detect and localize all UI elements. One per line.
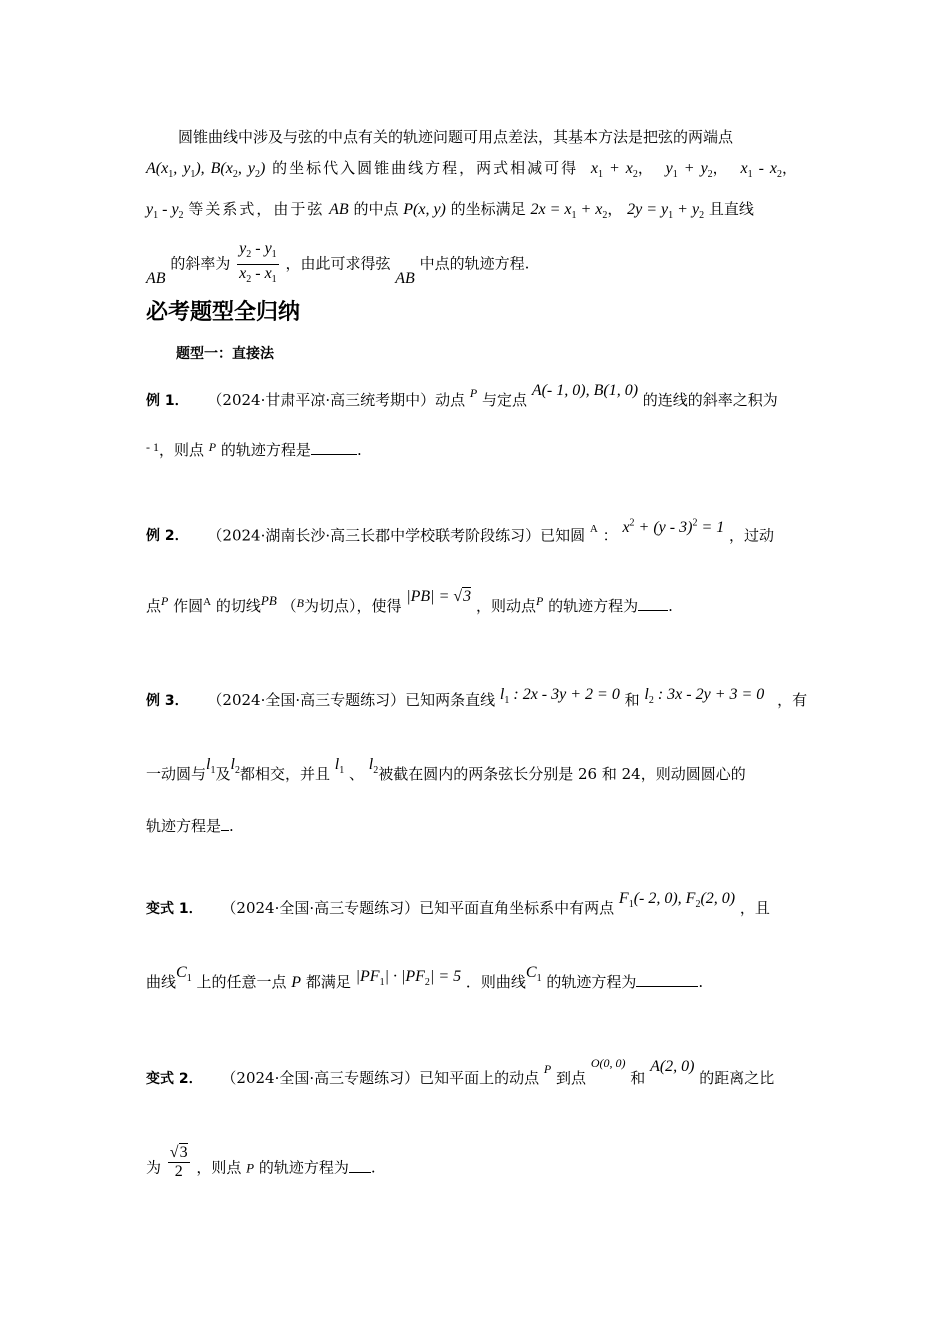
example-1-answer-blank[interactable] <box>311 440 357 455</box>
subsection-heading: 题型一：直接法 <box>176 346 274 362</box>
section-heading: 必考题型全归纳 <box>146 300 301 325</box>
slope-fraction: $\frac{y_2 - y_1}{x_2 - x_1}$ <box>239 240 277 286</box>
example-2-line-2: 点$^P$ 作圆$^A$ 的切线PB （$^B$为切点），使得 |PB| = √3 ，则动点$^P$ 的轨迹方程为 . <box>146 588 673 615</box>
example-1-line-2: $^{- 1}$，则点 $^P$ 的轨迹方程是 . <box>146 440 362 459</box>
example-3-line-2: 一动圆与$l_1$及$l_2$都相交，并且 $l_1$ 、 $l_2$被截在圆内的两条弦长分别是 26 和 24，则动圆圆心的 <box>146 756 746 783</box>
variant-2-label: 变式 2． <box>146 1071 203 1087</box>
example-1-line-1: 例 1． （2024·甘肃平凉·高三统考期中）动点 $^P$ 与定点 A(- 1, 0), B(1, 0) 的连线的斜率之积为 <box>146 382 778 409</box>
ratio-fraction: $\frac{√3}{2}$ <box>169 1144 188 1180</box>
variant-1-answer-blank[interactable] <box>636 972 698 987</box>
intro-line-1: 圆锥曲线中涉及与弦的中点有关的轨迹问题可用点差法，其基本方法是把弦的两端点 <box>178 128 734 146</box>
example-2-line-1: 例 2． （2024·湖南长沙·高三长郡中学校联考阶段练习）已知圆 $^A$ ： $x^2 + (y - 3)^2 = 1$ ，过动 <box>146 518 775 545</box>
variant-2-line-2: 为 $\frac{√3}{2}$ ，则点 P 的轨迹方程为 . <box>146 1144 376 1180</box>
example-3-line-3: 轨迹方程是 . <box>146 817 234 835</box>
variant-1-line-1: 变式 1． （2024·全国·高三专题练习）已知平面直角坐标系中有两点 $F_1(-$ 2, 0), $F_2(2$, 0) ，且 <box>146 890 770 917</box>
variant-1-label: 变式 1． <box>146 901 203 917</box>
intro-line-3: $y_1 - y_2$ 等关系式，由于弦 AB 的中点 P(x, y) 的坐标满足 $2x = x_1 + x_2$， $2y = y_1 + y_2$ 且直线 <box>146 200 754 222</box>
variant-2-answer-blank[interactable] <box>349 1158 371 1173</box>
example-3-line-1: 例 3． （2024·全国·高三专题练习）已知两条直线 $l_1$ : 2x - 3y + 2 = 0 和 $l_2$ : 3x - 2y + 3 = 0 ，有 <box>146 686 808 709</box>
variant-1-line-2: 曲线$C_1$ 上的任意一点 P 都满足 $|PF_1| \cdot |PF_2| = 5$ ．则曲线$C_1$ 的轨迹方程为 . <box>146 964 704 991</box>
example-3-label: 例 3． <box>146 693 189 709</box>
example-2-label: 例 2． <box>146 528 189 545</box>
math-endpoints: $A(x_1$, $y_1$), $B(x_2$, $y_2$) <box>146 160 266 181</box>
variant-2-line-1: 变式 2． （2024·全国·高三专题练习）已知平面上的动点 $^P$ 到点 $^{O(0, 0)}$ 和 A(2, 0) 的距离之比 <box>146 1056 775 1087</box>
example-2-answer-blank[interactable] <box>638 596 668 611</box>
example-3-answer-blank[interactable] <box>221 816 229 831</box>
example-1-label: 例 1． <box>146 393 189 409</box>
intro-line-2: $A(x_1$, $y_1$), $B(x_2$, $y_2$) 的坐标代入圆锥曲线方程，两式相减可得 $x_1 + x_2$， $y_1 + y_2$， $x_1 - x_2$， <box>146 159 798 181</box>
intro-line-4: AB 的斜率为 $\frac{y_2 - y_1}{x_2 - x_1}$ ，由此可求得弦 AB 中点的轨迹方程. <box>146 240 529 289</box>
